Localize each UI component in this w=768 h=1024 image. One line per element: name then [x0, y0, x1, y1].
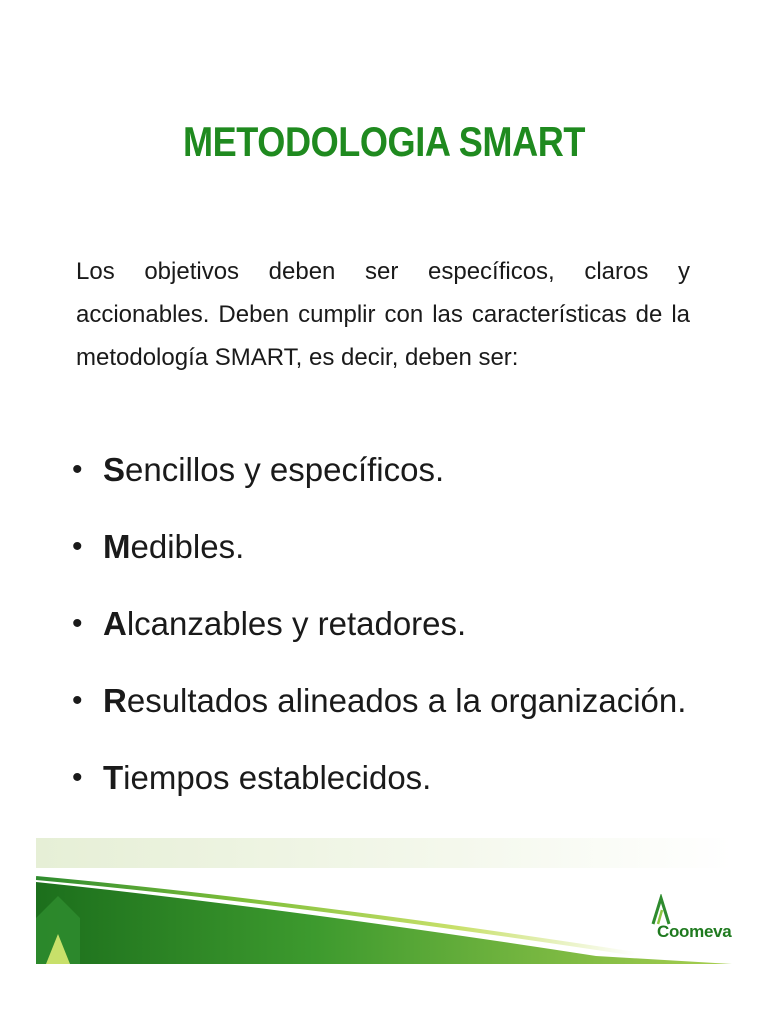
- bullet-icon: •: [72, 684, 83, 717]
- list-item: [72, 599, 732, 676]
- bullet-initial: A: [103, 605, 127, 642]
- list-item: [72, 522, 732, 599]
- list-item: [72, 753, 732, 830]
- list-item: [72, 676, 732, 753]
- bullet-initial: T: [103, 759, 124, 796]
- bullet-icon: •: [72, 453, 83, 486]
- footer-decoration: [36, 838, 732, 964]
- bullet-initial: R: [103, 682, 127, 719]
- bullet-icon: •: [72, 530, 83, 563]
- bullet-icon: •: [72, 607, 83, 640]
- coomeva-logo: [645, 894, 732, 944]
- bullet-initial: M: [103, 528, 131, 565]
- intro-paragraph: Los objetivos deben ser específicos, claros y accionables. Deben cumplir con las características de la metodología SMART, es decir, deben ser:: [76, 258, 690, 371]
- slide-title: METODOLOGIA SMART: [182, 118, 586, 165]
- bullet-text: iempos establecidos.: [123, 759, 432, 796]
- smart-list: [72, 445, 732, 830]
- bullet-icon: •: [72, 761, 83, 794]
- logo-text: Coomeva: [657, 922, 732, 941]
- bullet-text: lcanzables y retadores.: [126, 605, 467, 642]
- bullet-text: esultados alineados a la organización.: [126, 682, 687, 719]
- list-item: [72, 445, 732, 522]
- bullet-text: encillos y específicos.: [125, 451, 445, 488]
- bullet-initial: S: [103, 451, 126, 488]
- bullet-text: edibles.: [130, 528, 245, 565]
